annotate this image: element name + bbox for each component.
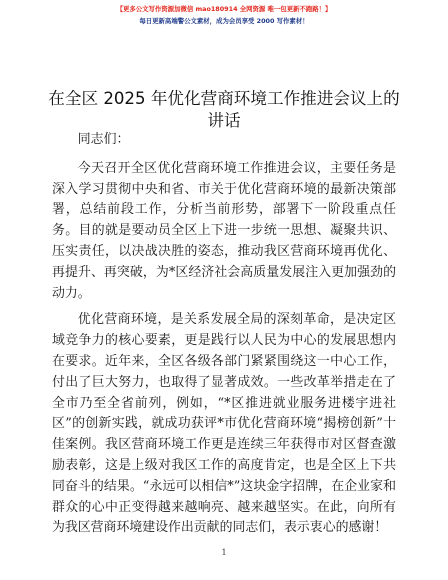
page-number: 1 — [221, 548, 227, 557]
paragraph-1: 今天召开全区优化营商环境工作推进会议，主要任务是深入学习贯彻中央和省、市关于优化营商环境的最新决策部署，总结前段工作，分析当前形势，部署下一阶段重点任务。目的就是要动员全区上下进一步统一思想、凝聚共识、压实责任，以决战决胜的姿态，推动我区营商环境再优化、再提升、再突破，为*区经济社会高质量发展注入更加强劲的动力。 — [52, 160, 396, 301]
promo-banner — [0, 3, 448, 27]
promo-line-2: 每日更新高端警公文素材，成为会员享受 2000 写作素材！ — [139, 17, 309, 25]
salutation: 同志们： — [77, 132, 130, 147]
paragraph-2: 优化营商环境，是关系发展全局的深刻革命，是决定区域竞争力的核心要素，更是践行以人民为中心的发展思想内在要求。近年来，全区各级各部门紧紧围绕这一中心工作，付出了巨大努力，也取得了显著成效。一些改革举措走在了全市乃至全省前列，例如，“*区推进就业服务进楼宇进社区”的创新实践，就成功获评*市优化营商环境“揭榜创新”十佳案例。我区营商环境工作更是连续三年获得市对区督查激励表彰，这是上级对我区工作的高度肯定，也是全区上下共同奋斗的结果。“永远可以相信*”这块金字招牌，在企业家和群众的心中正变得越来越响亮、越来越坚实。在此，向所有为我区营商环境建设作出贡献的同志们，表示衷心的感谢！ — [52, 312, 396, 536]
document-body — [52, 130, 396, 539]
promo-line-1: 【更多公文写作资源加微信 mao180914 全网资源 唯一包更新不跑路！】 — [116, 5, 332, 13]
document-title: 在全区 2025 年优化营商环境工作推进会议上的讲话 — [48, 89, 400, 130]
